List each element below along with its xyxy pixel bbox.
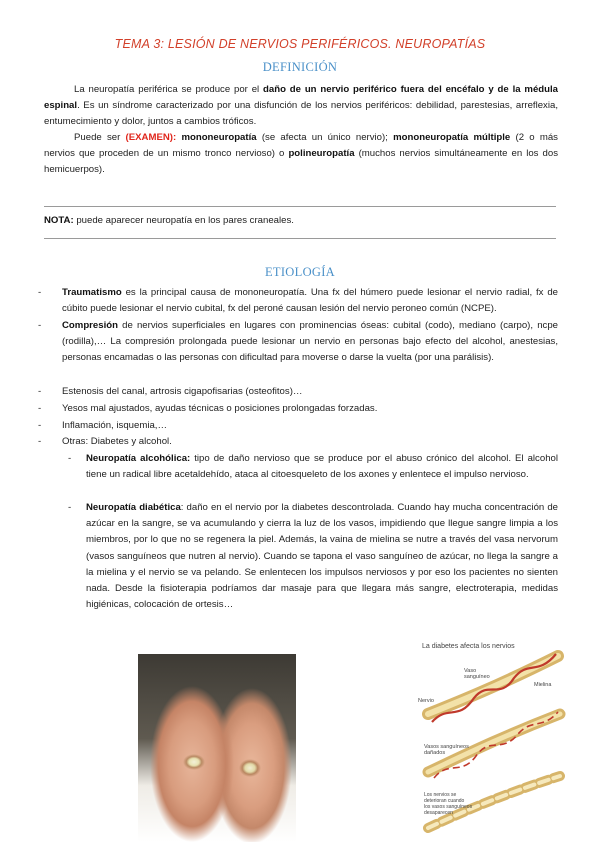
types-paragraph — [44, 130, 558, 179]
divider-bottom — [44, 238, 556, 239]
deteriorated-nerve-illustration — [424, 776, 560, 828]
text-span: (muchos nervios simultáneamente en los dos hemicuerpos). — [44, 148, 558, 176]
list-item — [38, 401, 558, 417]
sub-list-item — [68, 500, 558, 613]
diabetic-foot-photo — [138, 654, 296, 842]
bullet-dash: - — [38, 287, 42, 298]
bullet-dash: - — [68, 502, 72, 513]
divider-top — [44, 206, 556, 207]
bold-text: Neuropatía alcohólica: — [86, 453, 191, 464]
text-span: La neuropatía periférica se produce por el — [74, 84, 264, 95]
bold-text: Compresión — [62, 320, 118, 331]
text-span: Otras: Diabetes y alcohol. — [62, 436, 172, 447]
sub-list-item — [68, 451, 558, 483]
diagram-title: La diabetes afecta los nervios — [422, 643, 515, 650]
label-nervio: Nervio — [418, 698, 434, 704]
label-nervios-3: los vasos sanguíneos — [424, 804, 473, 810]
text-span: de nervios superficiales en lugares con prominencias óseas: cubital (codo), mediano (carpo), ncpe (rodilla),… La compresión prolongada puede lesionar un nervio en personas bajo efecto del alcohol, anestesias, personas encamadas o las personas con dificultad para moverse o darse la vuelta (por una parálisis). — [62, 320, 558, 364]
text-span: Yesos mal ajustados, ayudas técnicas o posiciones prolongadas forzadas. — [62, 403, 378, 414]
note-paragraph — [44, 213, 558, 229]
healthy-nerve-illustration — [418, 654, 558, 722]
text-span: es la principal causa de mononeuropatía. Una fx del húmero puede lesionar el nervio radial, fx de cúbito puede lesionar el nervio cubital, fx del peroné causan lesión del nervio peroneo común (NCPE). — [62, 287, 558, 315]
bold-text: mononeuropatía — [181, 132, 257, 143]
text-span: : daño en el nervio por la diabetes descontrolada. Cuando hay mucha concentración de azúcar en la sangre, se va acumulando y cierra la luz de los vasos, impidiendo que llegue sangre limpia a los miembros, por lo que no se regenera la piel. Además, la vaina de mielina se nutre a través del vasa nervorum (vasos sanguíneos que nutren al nervio). Cuando se tapona el vaso sanguíneo de azúcar, no llega la sangre a la mielina y el nervio se va pelando. Se enlentecen los impulsos nerviosos y por eso los pacientes no sienten nada. Desde la fisioterapia podríamos dar masaje para que llegara más sangre, electroterapia, medidas higiénicas, colocación de ortesis… — [86, 502, 558, 611]
bullet-dash: - — [38, 386, 42, 397]
note-text: puede aparecer neuropatía en los pares craneales. — [73, 215, 294, 226]
label-mielina: Mielina — [534, 682, 552, 688]
bold-text: Traumatismo — [62, 287, 122, 298]
bullet-dash: - — [38, 420, 42, 431]
bold-text: Neuropatía diabética — [86, 502, 181, 513]
list-item — [38, 434, 558, 450]
bullet-dash: - — [38, 436, 42, 447]
label-nervios-1: Los nervios se — [424, 792, 457, 798]
note-label: NOTA: — [44, 215, 74, 226]
page-title: TEMA 3: LESIÓN DE NERVIOS PERIFÉRICOS. NEUROPATÍAS — [114, 37, 486, 51]
text-span: (se afecta un único nervio); — [256, 132, 394, 143]
definition-paragraph — [44, 82, 558, 131]
label-nervios-2: deterioran cuando — [424, 798, 465, 804]
bold-text: mononeuropatía múltiple — [393, 132, 511, 143]
text-span: Estenosis del canal, artrosis cigapofisarias (osteofitos)… — [62, 386, 303, 397]
bullet-dash: - — [38, 320, 42, 331]
label-vaso: Vaso — [464, 668, 477, 674]
text-span: (2 o más nervios que proceden de un mismo tronco nervioso) o — [44, 132, 558, 160]
label-nervios-4: desaparecen — [424, 810, 453, 816]
bold-text: polineuropatía — [288, 148, 355, 160]
damaged-vessel-illustration — [424, 712, 560, 778]
heading-definicion: DEFINICIÓN — [262, 60, 338, 74]
text-span: . Es un síndrome caracterizado por una disfunción de los nervios periféricos: debilidad, parestesias, arreflexia, entumecimiento y dolor, juntos a cambios tróficos. — [44, 100, 558, 128]
list-item — [38, 318, 558, 367]
label-sanguineo: sanguíneo — [464, 674, 490, 680]
bullet-dash: - — [38, 403, 42, 414]
label-vasos-danados-2: dañados — [424, 750, 446, 756]
text-span: Inflamación, isquemia,… — [62, 420, 168, 431]
nerve-diagram — [418, 636, 568, 844]
heading-etiologia: ETIOLOGÍA — [264, 265, 336, 279]
text-span: tipo de daño nervioso que se produce por el abuso crónico del alcohol. El alcohol tiene un radical libre acetaldehído, ataca al citoesqueleto de los axones y enlentece el impulso nervioso. — [86, 453, 558, 481]
list-item — [38, 418, 558, 434]
bullet-dash: - — [68, 453, 72, 464]
text-span: Puede ser — [74, 132, 126, 143]
label-vasos-danados-1: Vasos sanguíneos — [424, 744, 469, 750]
list-item — [38, 384, 558, 400]
bold-text: daño de un nervio periférico fuera del encéfalo y de la médula espinal — [44, 84, 558, 112]
list-item — [38, 285, 558, 317]
exam-highlight: (EXAMEN): — [125, 132, 177, 143]
